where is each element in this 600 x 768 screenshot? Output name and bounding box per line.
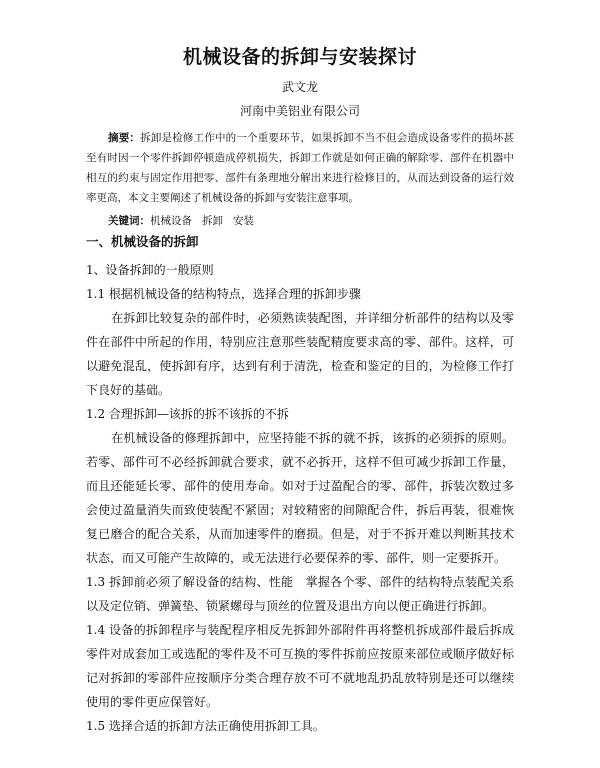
paragraph-1-4: 1.4 设备的拆卸程序与装配程序相反先拆卸外部附件再将整机拆成部件最后拆成零件对成套加工或选配的零件及不可互换的零件拆前应按原来部位或顺序做好标记对拆卸的零部件应按顺序分类合理存放不可不就地乱扔乱放特别是还可以继续使用的零件更应保管好。 xyxy=(86,623,514,709)
article-title: 机械设备的拆卸与安装探讨 xyxy=(182,46,417,68)
abstract-text: 拆卸是检修工作中的一个重要环节，如果拆卸不当不但会造成设备零件的损坏甚至有时因一个零件拆卸停顿造成停机损失，拆卸工作就是如何正确的解除零、部件在机器中相互的约束与固定作用把零、部件有条理地分解出来进行检修目的，从而达到设备的运行效率更高，本文主要阐述了机械设备的拆卸与安装注意事项。 xyxy=(86,132,515,204)
paragraph-1-5: 1.5 选择合适的拆卸方法正确使用拆卸工具。 xyxy=(86,719,325,733)
paragraph-1-1: 在拆卸比较复杂的部件时，必须熟读装配图，并详细分析部件的结构以及零件在部件中所起的作用，特别应注意那些装配精度要求高的零、部件。这样，可以避免混乱，使拆卸有序，达到有利于清洗，检查和鉴定的目的，为检修工作打下良好的基础。 xyxy=(86,311,514,397)
paragraph-1-3: 1.3 拆卸前必须了解设备的结构、性能 掌握各个零、部件的结构特点装配关系以及定位销、弹簧垫、锁紧螺母与顶丝的位置及退出方向以便正确进行拆卸。 xyxy=(86,575,514,613)
clause-heading-1-2: 1.2 合理拆卸—该拆的拆不该拆的不拆 xyxy=(86,407,289,421)
paragraph-1-2: 在机械设备的修理拆卸中，应坚持能不拆的就不拆，该拆的必须拆的原则。若零、部件可不必经拆卸就合要求，就不必拆开，这样不但可减少拆卸工作量，而且还能延长零、部件的使用寿命。如对于过盈配合的零、部件，拆装次数过多会使过盈量消失而致使装配不紧固；对较精密的间隙配合件，拆后再装，很难恢复已磨合的配合关系，从而加速零件的磨损。但是，对于不拆开难以判断其技术状态，而又可能产生故障的，或无法进行必要保养的零、部件，则一定要拆开。 xyxy=(86,431,514,565)
keyword: 机械设备 xyxy=(150,215,193,227)
author-affiliation: 河南中美铝业有限公司 xyxy=(239,104,360,118)
abstract-label: 摘要： xyxy=(108,132,141,144)
subsection-heading: 1、设备拆卸的一般原则 xyxy=(86,263,214,277)
keywords-label: 关键词： xyxy=(108,215,151,227)
section-heading: 一、机械设备的拆卸 xyxy=(86,234,199,249)
clause-heading-1-1: 1.1 根据机械设备的结构特点，选择合理的拆卸步骤 xyxy=(86,287,361,301)
keyword: 安装 xyxy=(233,215,255,227)
keyword: 拆卸 xyxy=(202,215,224,227)
author-name: 武文龙 xyxy=(281,80,318,94)
keywords xyxy=(86,212,514,230)
abstract xyxy=(86,128,514,208)
